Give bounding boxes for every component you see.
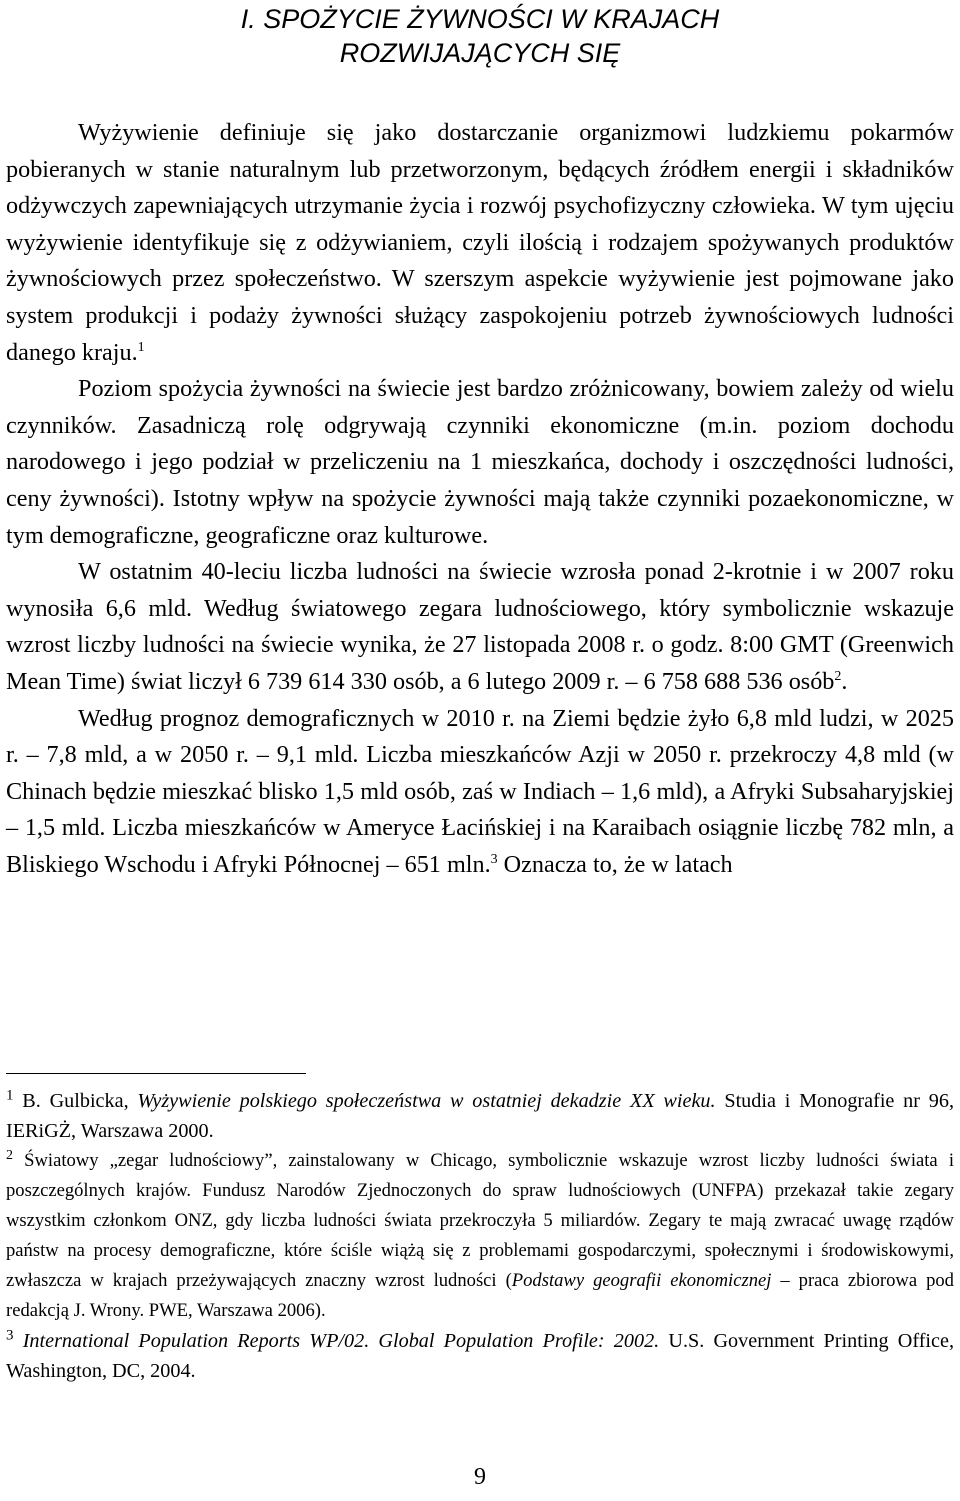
chapter-title-line-1: I. SPOŻYCIE ŻYWNOŚCI W KRAJACH bbox=[240, 4, 720, 34]
footnote-ref-1: 1 bbox=[137, 339, 145, 355]
footnotes bbox=[6, 1086, 954, 1386]
footnote-1-number: 1 bbox=[6, 1087, 14, 1104]
footnote-2-title: Podstawy geografii ekonomicznej bbox=[511, 1270, 772, 1291]
footnote-3 bbox=[6, 1326, 954, 1386]
paragraph-4-tail: Oznacza to, że w latach bbox=[497, 850, 733, 878]
chapter-title-line-2: ROZWIJAJĄCYCH SIĘ bbox=[339, 38, 621, 68]
footnote-3-source: U.S. Government Printing Office, Washington, DC, 2004. bbox=[6, 1330, 955, 1382]
body-text bbox=[6, 115, 954, 883]
paragraph-4 bbox=[6, 701, 954, 884]
footnote-ref-3: 3 bbox=[490, 851, 498, 867]
paragraph-2-text: Poziom spożycia żywności na świecie jest bardzo zróżnicowany, bowiem zależy od wielu czynników. Zasadniczą rolę odgrywają czynniki ekonomiczne (m.in. poziom dochodu narodowego i jego podział w przeliczeniu na 1 mieszkańca, dochody i oszczędności ludności, ceny żywności). Istotny wpływ na spożycie żywności mają także czynniki pozaekonomiczne, w tym demograficzne, geograficzne oraz kulturowe. bbox=[6, 375, 954, 549]
footnote-1 bbox=[6, 1086, 954, 1146]
paragraph-3-tail: . bbox=[841, 667, 848, 695]
footnote-1-author: B. Gulbicka, bbox=[22, 1090, 138, 1112]
footnote-ref-2: 2 bbox=[834, 668, 842, 684]
footnote-2-text: Światowy „zegar ludnościowy”, zainstalowany w Chicago, symbolicznie wskazuje wzrost liczby ludności świata i poszczególnych krajów. Fundusz Narodów Zjednoczonych do spraw ludnościowych (UNFPA) przekazał takie zegary wszystkim członkom ONZ, gdy liczba ludności świata przekroczyła 5 miliardów. Zegary te mają zwracać uwagę rządów państw na procesy demograficzne, które ściśle wiążą się z problemami gospodarczymi, społecznymi i środowiskowymi, zwłaszcza w krajach przeżywających znaczny wzrost ludności ( bbox=[6, 1150, 954, 1291]
paragraph-3-text: W ostatnim 40-leciu liczba ludności na świecie wzrosła ponad 2-krotnie i w 2007 roku wynosiła 6,6 mld. Według światowego zegara ludnościowego, który symbolicznie wskazuje wzrost liczby ludności na świecie wynika, że 27 listopada 2008 r. o godz. 8:00 GMT (Greenwich Mean Time) świat liczył 6 739 614 330 osób, a 6 lutego 2009 r. – 6 758 688 536 osób bbox=[6, 558, 954, 695]
paragraph-2 bbox=[6, 371, 954, 554]
footnote-3-number: 3 bbox=[6, 1327, 14, 1344]
footnote-2-source: – praca zbiorowa pod redakcją J. Wrony. PWE, Warszawa 2006). bbox=[6, 1270, 954, 1321]
paragraph-4-text: Według prognoz demograficznych w 2010 r. na Ziemi będzie żyło 6,8 mld ludzi, w 2025 r. – 7,8 mld, a w 2050 r. – 9,1 mld. Liczba mieszkańców Azji w 2050 r. przekroczy 4,8 mld (w Chinach będzie mieszkać blisko 1,5 mld osób, zaś w Indiach – 1,6 mld), a Afryki Subsaharyjskiej – 1,5 mld. Liczba mieszkańców w Ameryce Łacińskiej i na Karaibach osiągnie liczbę 782 mln, a Bliskiego Wschodu i Afryki Północnej – 651 mln. bbox=[6, 704, 954, 878]
page-number: 9 bbox=[474, 1464, 486, 1490]
footnote-separator bbox=[6, 1073, 306, 1074]
footnote-1-source: Studia i Monografie nr 96, IERiGŻ, Warszawa 2000. bbox=[6, 1090, 954, 1142]
footnote-2 bbox=[6, 1146, 954, 1326]
footnote-1-title: Wyżywienie polskiego społeczeństwa w ostatniej dekadzie XX wieku. bbox=[137, 1090, 716, 1112]
paragraph-1-text: Wyżywienie definiuje się jako dostarczanie organizmowi ludzkiemu pokarmów pobieranych w stanie naturalnym lub przetworzonym, będących źródłem energii i składników odżywczych zapewniających utrzymanie życia i rozwój psychofizyczny człowieka. W tym ujęciu wyżywienie identyfikuje się z odżywianiem, czyli ilością i rodzajem spożywanych produktów żywnościowych przez społeczeństwo. W szerszym aspekcie wyżywienie jest pojmowane jako system produkcji i podaży żywności służący zaspokojeniu potrzeb żywnościowych ludności danego kraju. bbox=[6, 119, 954, 366]
footnote-2-number: 2 bbox=[6, 1147, 13, 1163]
paragraph-3 bbox=[6, 554, 954, 700]
paragraph-1 bbox=[6, 115, 954, 371]
footnote-3-title: International Population Reports WP/02. Global Population Profile: 2002. bbox=[22, 1330, 660, 1352]
